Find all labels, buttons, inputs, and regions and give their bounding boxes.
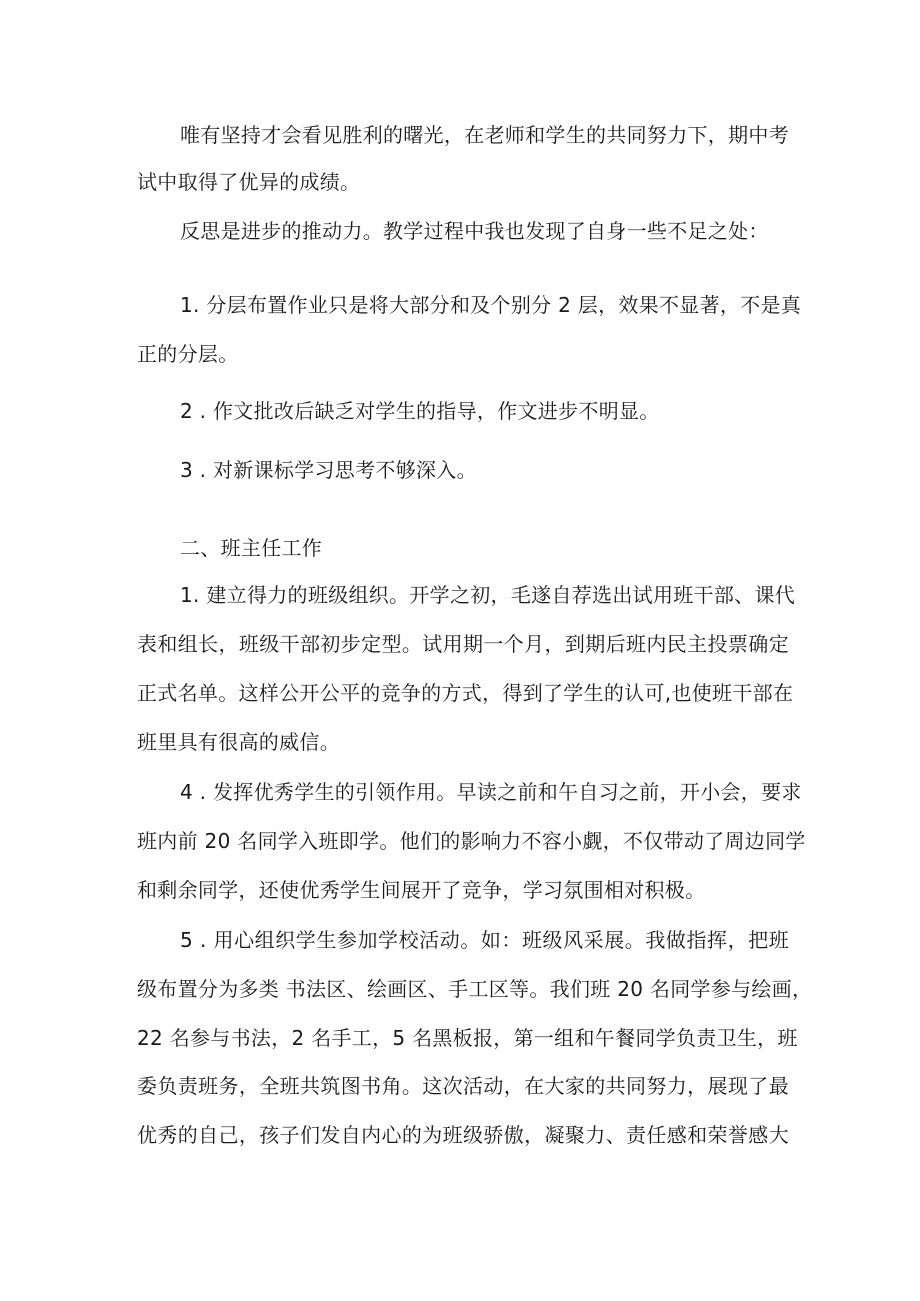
paragraph-line: 班内前 20 名同学入班即学。他们的影响力不容小觑，不仅带动了周边同学 [137,829,806,853]
paragraph-line: 表和组长，班级干部初步定型。试用期一个月，到期后班内民主投票确定 [137,632,789,656]
paragraph-line: 唯有坚持才会看见胜利的曙光，在老师和学生的共同努力下，期中考 [180,123,789,147]
paragraph-line: 22 名参与书法，2 名手工，5 名黑板报，第一组和午餐同学负责卫生，班 [137,1026,798,1050]
paragraph-line: 优秀的自己，孩子们发自内心的为班级骄傲，凝聚力、责任感和荣誉感大 [137,1123,789,1147]
paragraph-line: 反思是进步的推动力。教学过程中我也发现了自身一些不足之处： [180,219,769,243]
paragraph-line: 委负责班务，全班共筑图书角。这次活动，在大家的共同努力，展现了最 [137,1074,789,1098]
list-item-line: 正的分层。 [137,342,239,366]
paragraph-line: 1. 建立得力的班级组织。开学之初，毛遂自荐选出试用班干部、课代 [180,583,796,607]
list-item-line: 3 . 对新课标学习思考不够深入。 [180,458,477,482]
section-heading: 二、班主任工作 [180,536,323,560]
paragraph-line: 5 . 用心组织学生参加学校活动。如：班级风采展。我做指挥，把班 [180,928,789,952]
paragraph-line: 4 . 发挥优秀学生的引领作用。早读之前和午自习之前，开小会，要求 [180,780,802,804]
paragraph-line: 班里具有很高的威信。 [137,730,340,754]
paragraph-line: 和剩余同学，还使优秀学生间展开了竞争，学习氛围相对积极。 [137,878,706,902]
paragraph-line: 试中取得了优异的成绩。 [137,170,361,194]
paragraph-line: 级布置分为多类 书法区、绘画区、手工区等。我们班 20 名同学参与绘画， [137,977,813,1001]
list-item-line: 2 . 作文批改后缺乏对学生的指导，作文进步不明显。 [180,399,660,423]
paragraph-line: 正式名单。这样公开公平的竞争的方式，得到了学生的认可,也使班干部在 [137,681,794,705]
list-item-line: 1. 分层布置作业只是将大部分和及个别分 2 层，效果不显著，不是真 [180,293,802,317]
